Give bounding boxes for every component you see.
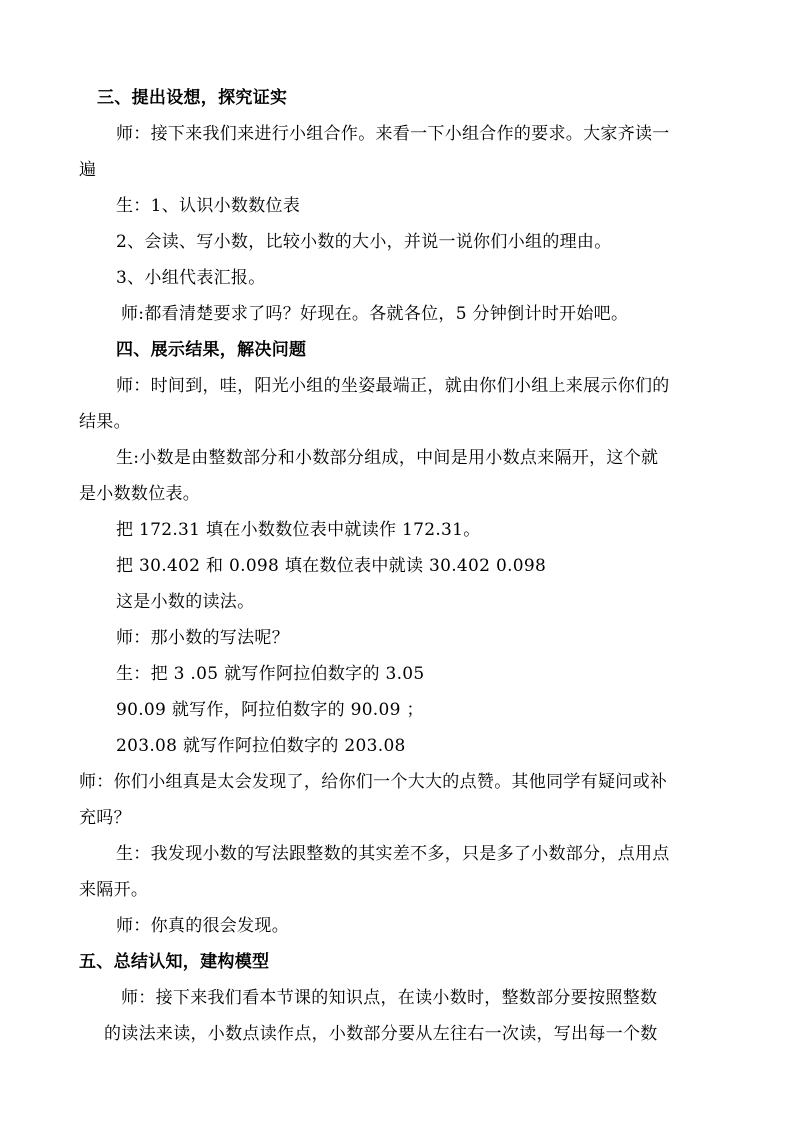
section-heading-3: 三、提出设想，探究证实 [97, 88, 288, 108]
paragraph-line: 3、小组代表汇报。 [116, 268, 266, 288]
paragraph-line: 师：你真的很会发现。 [116, 916, 289, 936]
paragraph-line: 结果。 [79, 412, 131, 432]
section-heading-4: 四、展示结果，解决问题 [116, 340, 307, 360]
paragraph-line: 师：你们小组真是太会发现了，给你们一个大大的点赞。其他同学有疑问或补 [79, 772, 668, 792]
paragraph-line: 是小数数位表。 [79, 484, 201, 504]
paragraph-line: 90.09 就写作，阿拉伯数字的 90.09 ； [116, 700, 424, 720]
paragraph-line: 师:都看清楚要求了吗？好现在。各就各位，5 分钟倒计时开始吧。 [121, 304, 629, 324]
paragraph-line: 来隔开。 [79, 880, 149, 900]
paragraph-line: 203.08 就写作阿拉伯数字的 203.08 [116, 736, 406, 756]
paragraph-line: 的读法来读，小数点读作点，小数部分要从左往右一次读，写出每一个数 [104, 1024, 658, 1044]
paragraph-line: 师：时间到，哇，阳光小组的坐姿最端正，就由你们小组上来展示你们的 [116, 376, 670, 396]
paragraph-line: 师：那小数的写法呢？ [116, 628, 289, 648]
paragraph-line: 生：我发现小数的写法跟整数的其实差不多，只是多了小数部分，点用点 [116, 844, 670, 864]
paragraph-line: 遍 [79, 160, 97, 180]
paragraph-line: 这是小数的读法。 [116, 592, 255, 612]
paragraph-line: 生:小数是由整数部分和小数部分组成，中间是用小数点来隔开，这个就 [116, 448, 659, 468]
paragraph-line: 师：接下来我们看本节课的知识点，在读小数时，整数部分要按照整数 [121, 988, 658, 1008]
paragraph-line: 2、会读、写小数，比较小数的大小，并说一说你们小组的理由。 [116, 232, 612, 252]
paragraph-line: 把 172.31 填在小数数位表中就读作 172.31。 [116, 520, 481, 540]
paragraph-line: 生：把 3 .05 就写作阿拉伯数字的 3.05 [116, 664, 425, 684]
paragraph-line: 把 30.402 和 0.098 填在数位表中就读 30.402 0.098 [116, 556, 547, 576]
paragraph-line: 师：接下来我们来进行小组合作。来看一下小组合作的要求。大家齐读一 [116, 124, 670, 144]
section-heading-5: 五、总结认知，建构模型 [79, 952, 270, 972]
paragraph-line: 生：1、认识小数数位表 [116, 196, 301, 216]
paragraph-line: 充吗？ [79, 808, 131, 828]
